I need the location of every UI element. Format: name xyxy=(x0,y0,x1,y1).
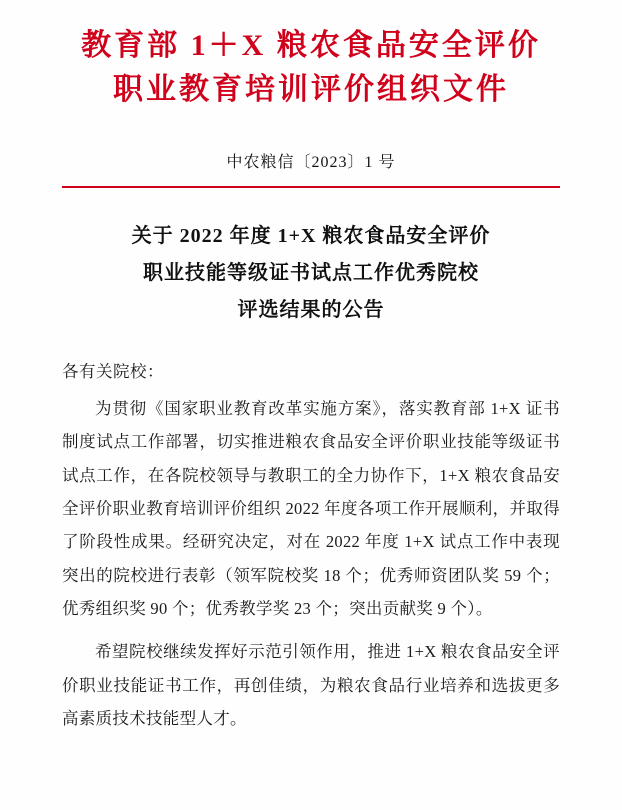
title-line-3: 评选结果的公告 xyxy=(237,299,385,321)
masthead-line-1: 教育部 1＋X 粮农食品安全评价 xyxy=(81,29,541,62)
title-line-2: 职业技能等级证书试点工作优秀院校 xyxy=(143,262,479,284)
document-number: 中农粮信〔2023〕1 号 xyxy=(226,154,396,171)
title-line-1: 关于 2022 年度 1+X 粮农食品安全评价 xyxy=(131,225,491,247)
red-divider-rule xyxy=(62,186,560,188)
document-masthead xyxy=(62,0,560,111)
document-body xyxy=(62,355,560,735)
salutation: 各有关院校： xyxy=(62,362,164,381)
document-title xyxy=(62,218,560,329)
body-paragraph-1: 为贯彻《国家职业教育改革实施方案》，落实教育部 1+X 证书制度试点工作部署，切实推进粮农食品安全评价职业技能等级证书试点工作，在各院校领导与教职工的全力协作下，1+X 粮农食品安全评价职业教育培训评价组织 2022 年度各项工作开展顺利，并取得了阶段性成果。经研究决定，对在 2022 年度 1+X 试点工作中表现突出的院校进行表彰（领军院校奖 18 个；优秀师资团队奖 59 个；优秀组织奖 90 个；优秀教学奖 23 个；突出贡献奖 9 个）。 xyxy=(62,399,560,618)
body-paragraph-2: 希望院校继续发挥好示范引领作用，推进 1+X 粮农食品安全评价职业技能证书工作，再创佳绩，为粮农食品行业培养和选拔更多高素质技术技能型人才。 xyxy=(62,642,560,728)
masthead-line-2: 职业教育培训评价组织文件 xyxy=(113,72,509,106)
